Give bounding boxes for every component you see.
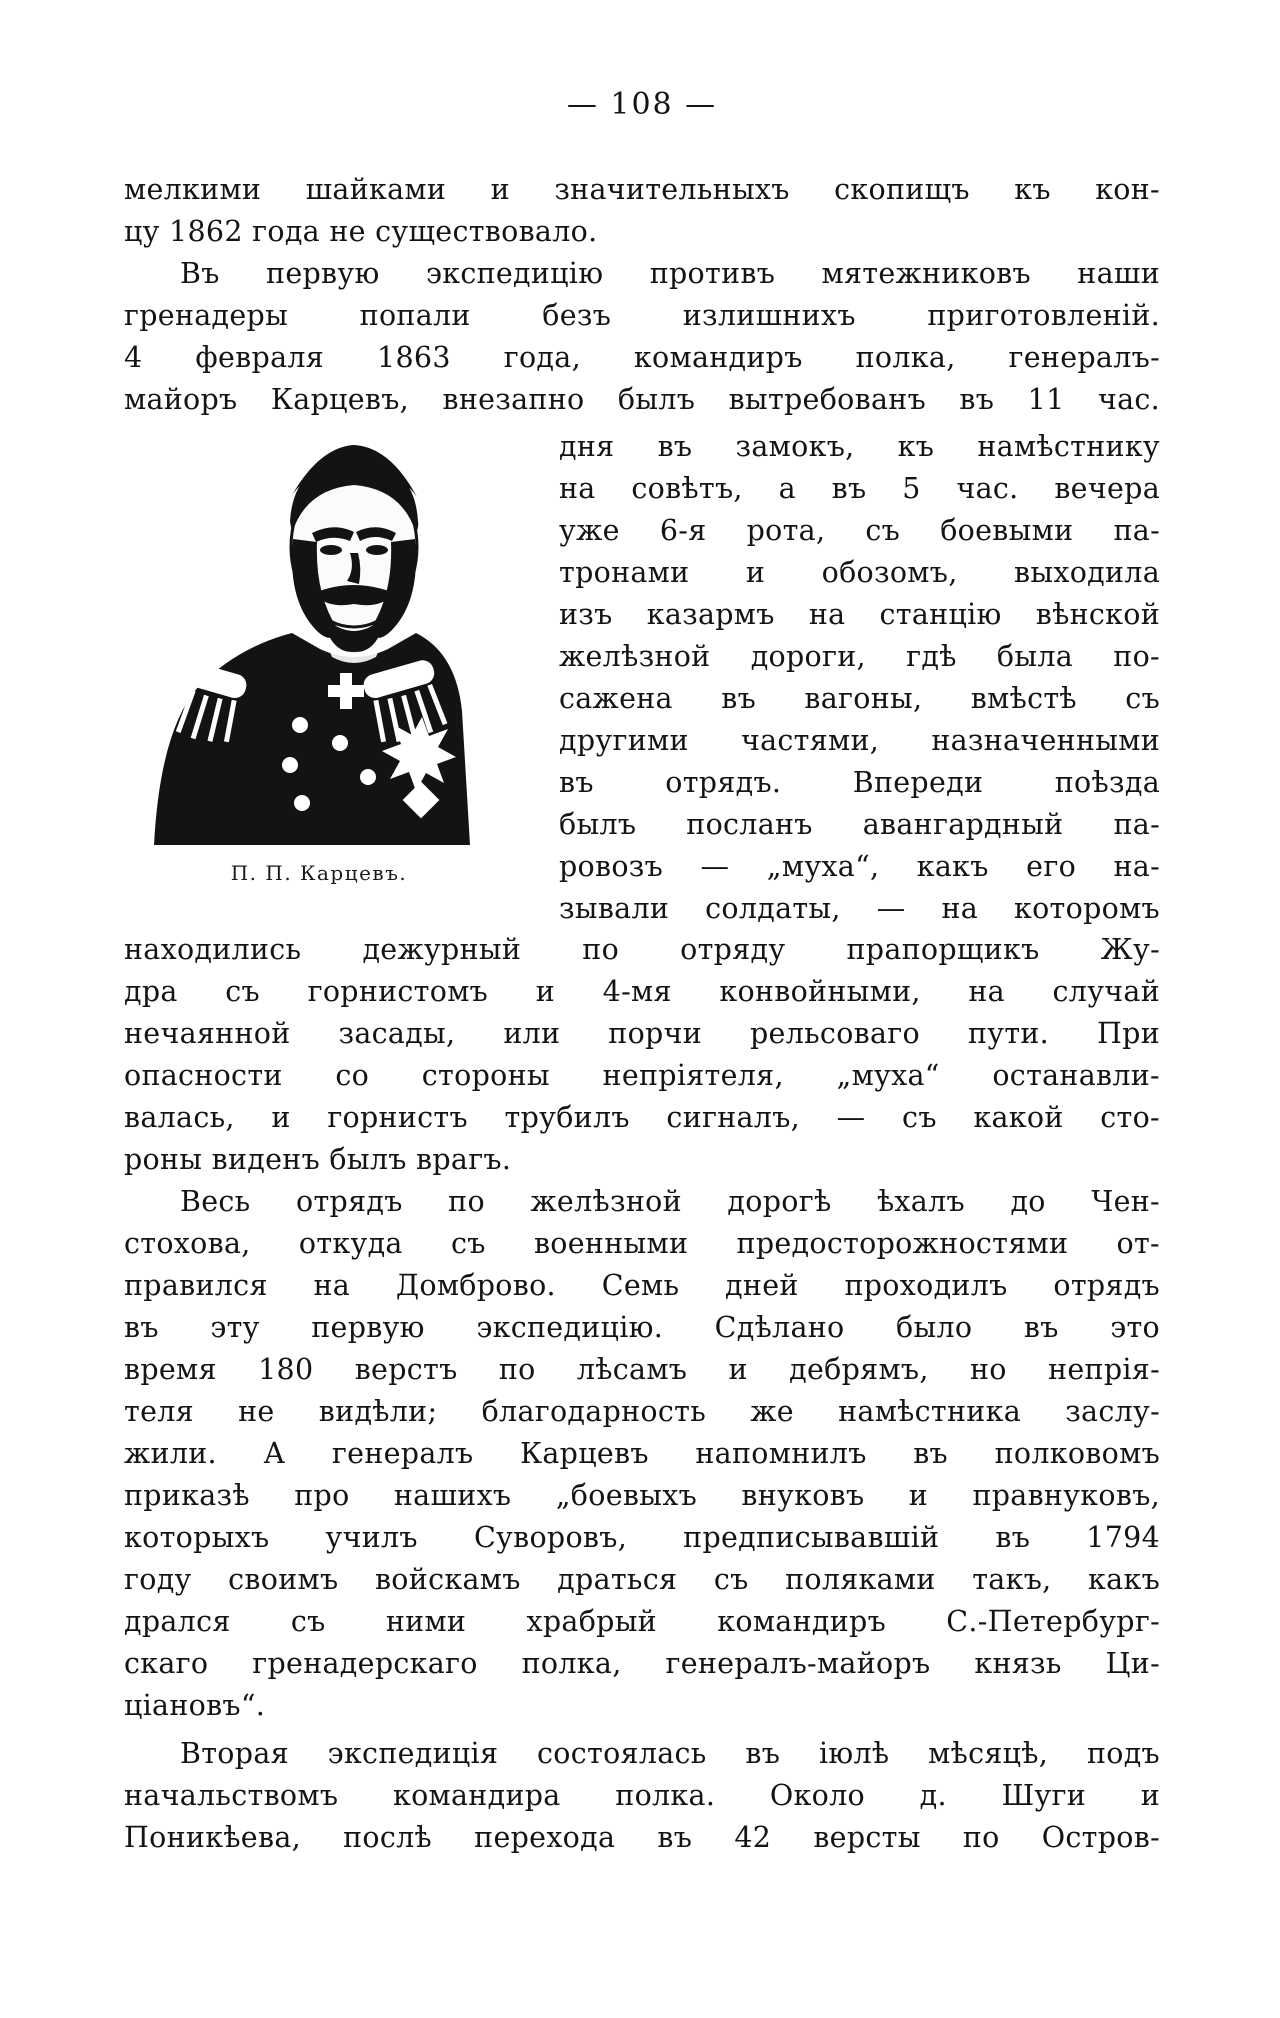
paragraph-block-bottom	[124, 929, 1160, 1859]
paragraph-block-top	[124, 169, 1160, 421]
text-line: году своимъ войскамъ драться съ поляками такъ, какъ	[124, 1563, 1160, 1596]
text-line: дня въ замокъ, къ намѣстнику	[559, 430, 1160, 463]
text-line: ціановъ“.	[124, 1689, 266, 1722]
text-line: сажена въ вагоны, вмѣстѣ съ	[559, 682, 1160, 715]
text-line: на совѣтъ, а въ 5 час. вечера	[559, 472, 1160, 505]
text-line: дрался съ ними храбрый командиръ С.-Петербург-	[124, 1605, 1160, 1638]
general-portrait-image	[140, 435, 470, 845]
text-line: майоръ Карцевъ, внезапно былъ вытребованъ въ 11 час.	[124, 383, 1160, 416]
text-line: въ эту первую экспедицію. Сдѣлано было въ это	[124, 1311, 1160, 1344]
page-number: — 108 —	[566, 87, 718, 122]
text-line: время 180 верстъ по лѣсамъ и дебрямъ, но непрія-	[124, 1353, 1160, 1386]
text-line: 4 февраля 1863 года, командиръ полка, генералъ-	[124, 341, 1160, 374]
text-line: нечаянной засады, или порчи рельсоваго пути. При	[124, 1017, 1160, 1050]
text-line: находились дежурный по отряду прапорщикъ Жу-	[124, 933, 1160, 966]
portrait-figure	[140, 435, 470, 885]
text-line: цу 1862 года не существовало.	[124, 215, 598, 248]
text-line: роны виденъ былъ врагъ.	[124, 1143, 512, 1176]
text-line: Вторая экспедиція состоялась въ іюлѣ мѣсяцѣ, подъ	[180, 1737, 1160, 1770]
text-line: въ отрядъ. Впереди поѣзда	[559, 766, 1160, 799]
text-line: гренадеры попали безъ излишнихъ приготовленій.	[124, 299, 1160, 332]
text-line: которыхъ училъ Суворовъ, предписывавшій въ 1794	[124, 1521, 1160, 1554]
text-line: уже 6-я рота, съ боевыми па-	[559, 514, 1160, 547]
text-line: стохова, откуда съ военными предосторожностями от-	[124, 1227, 1160, 1260]
text-line: правился на Домброво. Семь дней проходилъ отрядъ	[124, 1269, 1160, 1302]
text-line: Поникѣева, послѣ перехода въ 42 версты по Остров-	[124, 1821, 1160, 1854]
text-line: жили. А генералъ Карцевъ напомнилъ въ полковомъ	[124, 1437, 1160, 1470]
text-line: зывали солдаты, — на которомъ	[559, 892, 1160, 925]
text-line: былъ посланъ авангардный па-	[559, 808, 1160, 841]
text-line: ровозъ — „муха“, какъ его на-	[559, 850, 1160, 883]
text-line: скаго гренадерскаго полка, генералъ-майоръ князь Ци-	[124, 1647, 1160, 1680]
text-line: опасности со стороны непріятеля, „муха“ останавли-	[124, 1059, 1160, 1092]
text-line: дра съ горнистомъ и 4-мя конвойными, на случай	[124, 975, 1160, 1008]
portrait-caption: П. П. Карцевъ.	[230, 861, 408, 885]
text-line: начальствомъ командира полка. Около д. Шуги и	[124, 1779, 1160, 1812]
text-line: приказѣ про нашихъ „боевыхъ внуковъ и правнуковъ,	[124, 1479, 1160, 1512]
text-line: тронами и обозомъ, выходила	[559, 556, 1160, 589]
text-line: желѣзной дороги, гдѣ была по-	[559, 640, 1160, 673]
text-line: мелкими шайками и значительныхъ скопищъ къ кон-	[124, 173, 1160, 206]
text-line: валась, и горнистъ трубилъ сигналъ, — съ какой сто-	[124, 1101, 1160, 1134]
text-line: другими частями, назначенными	[559, 724, 1160, 757]
text-line: Въ первую экспедицію противъ мятежниковъ наши	[180, 257, 1160, 290]
text-line: Весь отрядъ по желѣзной дорогѣ ѣхалъ до Чен-	[180, 1185, 1160, 1218]
paragraph-block-wrap	[559, 426, 1160, 930]
text-line: изъ казармъ на станцію вѣнской	[559, 598, 1160, 631]
text-line: теля не видѣли; благодарность же намѣстника заслу-	[124, 1395, 1160, 1428]
